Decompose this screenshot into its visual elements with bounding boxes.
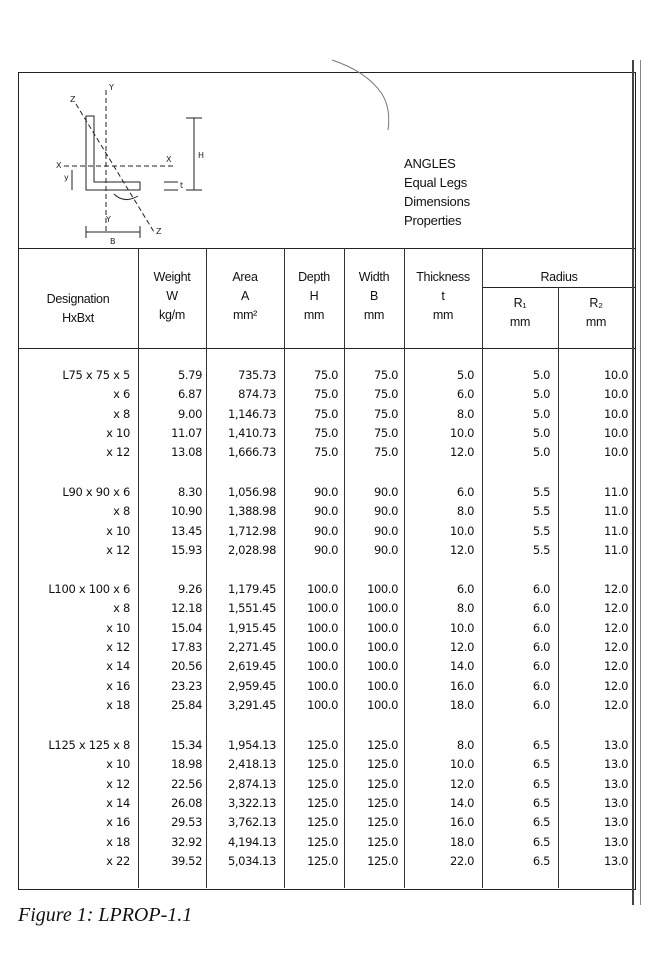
- area-cell: 2,271.45: [227, 639, 276, 654]
- title-line: Properties: [404, 213, 462, 228]
- designation-cell: x 10: [106, 757, 130, 772]
- depth-cell: 90.0: [313, 485, 338, 499]
- weight-cell: 11.07: [171, 425, 202, 440]
- thickness-cell: 12.0: [449, 542, 474, 557]
- title-line: ANGLES: [404, 156, 456, 171]
- r2-cell: 13.0: [603, 757, 628, 772]
- pen-stroke-decoration: [330, 56, 420, 136]
- area-cell: 3,762.13: [227, 815, 276, 830]
- depth-cell: 125.0: [307, 815, 338, 830]
- depth-cell: 90.0: [313, 523, 338, 538]
- area-cell: 2,874.13: [227, 776, 276, 791]
- designation-cell: L125 x 125 x 8: [48, 738, 130, 752]
- thickness-cell: 18.0: [449, 834, 474, 849]
- thickness-cell: 16.0: [449, 678, 474, 693]
- col-rule: [558, 287, 559, 888]
- designation-cell: x 16: [106, 815, 130, 830]
- weight-cell: 20.56: [171, 659, 202, 674]
- diagram-z-bottom: Z: [156, 227, 162, 236]
- area-cell: 735.73: [238, 368, 276, 382]
- designation-cell: x 12: [106, 542, 130, 557]
- diagram-x-left: X: [56, 161, 62, 170]
- width-cell: 90.0: [373, 542, 398, 557]
- r1-cell: 6.0: [532, 639, 550, 654]
- thickness-cell: 10.0: [449, 425, 474, 440]
- weight-cell: 26.08: [171, 795, 202, 810]
- r2-cell: 10.0: [603, 387, 628, 402]
- weight-cell: 18.98: [171, 757, 202, 772]
- header-width: Width B mm: [358, 270, 390, 322]
- depth-cell: 75.0: [313, 368, 338, 382]
- col-rule: [206, 248, 207, 888]
- designation-cell: x 10: [106, 523, 130, 538]
- depth-cell: 100.0: [307, 639, 338, 654]
- header-r1: R₁ mm: [509, 296, 531, 329]
- radius-rule: [482, 287, 636, 288]
- diagram-y-bottom: Y: [106, 215, 111, 224]
- r2-cell: 13.0: [603, 815, 628, 830]
- r1-cell: 6.5: [532, 757, 550, 772]
- r2-cell: 12.0: [603, 620, 628, 635]
- weight-cell: 39.52: [171, 853, 202, 868]
- header-radius: Radius: [540, 270, 578, 284]
- designation-cell: x 16: [106, 678, 130, 693]
- header-thickness: Thickness t mm: [416, 270, 470, 322]
- title-line: Equal Legs: [404, 175, 468, 190]
- weight-cell: 5.79: [177, 368, 202, 382]
- designation-cell: x 12: [106, 776, 130, 791]
- width-cell: 90.0: [373, 485, 398, 499]
- area-cell: 3,322.13: [227, 795, 276, 810]
- depth-cell: 75.0: [313, 425, 338, 440]
- r2-cell: 13.0: [603, 738, 628, 752]
- weight-cell: 13.45: [171, 523, 202, 538]
- diagram-z-top: Z: [70, 95, 76, 104]
- thickness-cell: 5.0: [456, 368, 474, 382]
- width-cell: 100.0: [367, 620, 398, 635]
- r2-cell: 11.0: [603, 523, 628, 538]
- width-cell: 100.0: [367, 659, 398, 674]
- thickness-cell: 10.0: [449, 620, 474, 635]
- weight-cell: 12.18: [171, 601, 202, 616]
- col-rule: [344, 248, 345, 888]
- width-cell: 125.0: [367, 853, 398, 868]
- depth-cell: 100.0: [307, 659, 338, 674]
- diagram-t: t: [180, 181, 184, 190]
- thickness-cell: 10.0: [449, 523, 474, 538]
- diagram-x-right: X: [166, 155, 172, 164]
- r2-cell: 10.0: [603, 406, 628, 421]
- weight-cell: 15.04: [171, 620, 202, 635]
- area-cell: 1,388.98: [227, 504, 276, 519]
- header-bottom-rule: [18, 348, 636, 349]
- weight-cell: 17.83: [171, 639, 202, 654]
- depth-cell: 75.0: [313, 387, 338, 402]
- r1-cell: 6.5: [532, 853, 550, 868]
- designation-cell: L75 x 75 x 5: [62, 368, 130, 382]
- r2-cell: 12.0: [603, 697, 628, 712]
- designation-cell: x 22: [106, 853, 130, 868]
- r2-cell: 11.0: [603, 542, 628, 557]
- width-cell: 75.0: [373, 387, 398, 402]
- width-cell: 75.0: [373, 368, 398, 382]
- thickness-cell: 12.0: [449, 445, 474, 460]
- designation-cell: x 10: [106, 425, 130, 440]
- header-top-rule: [18, 248, 636, 249]
- r2-cell: 12.0: [603, 659, 628, 674]
- depth-cell: 125.0: [307, 853, 338, 868]
- designation-cell: x 12: [106, 445, 130, 460]
- weight-cell: 10.90: [171, 504, 202, 519]
- width-cell: 125.0: [367, 815, 398, 830]
- depth-cell: 90.0: [313, 504, 338, 519]
- width-cell: 125.0: [367, 795, 398, 810]
- depth-cell: 100.0: [307, 601, 338, 616]
- thickness-cell: 8.0: [456, 738, 474, 752]
- depth-cell: 125.0: [307, 795, 338, 810]
- r1-cell: 6.5: [532, 776, 550, 791]
- designation-cell: x 6: [113, 387, 130, 402]
- thickness-cell: 12.0: [449, 776, 474, 791]
- r1-cell: 5.5: [532, 523, 550, 538]
- thickness-cell: 8.0: [456, 504, 474, 519]
- weight-cell: 32.92: [171, 834, 202, 849]
- width-cell: 90.0: [373, 504, 398, 519]
- depth-cell: 125.0: [307, 834, 338, 849]
- r2-cell: 13.0: [603, 853, 628, 868]
- r2-cell: 10.0: [603, 425, 628, 440]
- width-cell: 75.0: [373, 406, 398, 421]
- weight-cell: 23.23: [171, 678, 202, 693]
- depth-cell: 90.0: [313, 542, 338, 557]
- designation-cell: x 14: [106, 659, 130, 674]
- width-cell: 100.0: [367, 639, 398, 654]
- r1-cell: 6.0: [532, 678, 550, 693]
- thickness-cell: 10.0: [449, 757, 474, 772]
- depth-cell: 125.0: [307, 738, 338, 752]
- area-cell: 1,954.13: [227, 738, 276, 752]
- area-cell: 1,666.73: [227, 445, 276, 460]
- width-cell: 100.0: [367, 601, 398, 616]
- width-cell: 75.0: [373, 445, 398, 460]
- width-cell: 125.0: [367, 834, 398, 849]
- diagram-h: H: [198, 151, 205, 160]
- title-block: [404, 154, 470, 230]
- r1-cell: 6.0: [532, 601, 550, 616]
- depth-cell: 125.0: [307, 757, 338, 772]
- area-cell: 1,551.45: [227, 601, 276, 616]
- col-rule: [404, 248, 405, 888]
- r1-cell: 5.0: [532, 445, 550, 460]
- header-weight: Weight W kg/m: [153, 270, 191, 322]
- designation-cell: x 18: [106, 834, 130, 849]
- angle-section-diagram: [54, 82, 244, 252]
- r1-cell: 6.5: [532, 795, 550, 810]
- r2-cell: 11.0: [603, 504, 628, 519]
- r2-cell: 12.0: [603, 678, 628, 693]
- r1-cell: 6.5: [532, 815, 550, 830]
- area-cell: 2,959.45: [227, 678, 276, 693]
- area-cell: 4,194.13: [227, 834, 276, 849]
- width-cell: 125.0: [367, 776, 398, 791]
- page-edge: [632, 60, 638, 905]
- r1-cell: 6.0: [532, 582, 550, 596]
- depth-cell: 100.0: [307, 678, 338, 693]
- area-cell: 1,712.98: [227, 523, 276, 538]
- width-cell: 125.0: [367, 738, 398, 752]
- area-cell: 3,291.45: [227, 697, 276, 712]
- thickness-cell: 8.0: [456, 406, 474, 421]
- header-designation: Designation HxBxt: [46, 292, 110, 325]
- r1-cell: 5.0: [532, 425, 550, 440]
- depth-cell: 125.0: [307, 776, 338, 791]
- r1-cell: 5.5: [532, 542, 550, 557]
- width-cell: 100.0: [367, 697, 398, 712]
- header-depth: Depth H mm: [298, 270, 330, 322]
- thickness-cell: 14.0: [449, 659, 474, 674]
- depth-cell: 100.0: [307, 620, 338, 635]
- r2-cell: 13.0: [603, 795, 628, 810]
- depth-cell: 75.0: [313, 445, 338, 460]
- area-cell: 1,410.73: [227, 425, 276, 440]
- col-rule: [138, 248, 139, 888]
- thickness-cell: 14.0: [449, 795, 474, 810]
- area-cell: 2,619.45: [227, 659, 276, 674]
- r2-cell: 12.0: [603, 582, 628, 596]
- thickness-cell: 6.0: [456, 485, 474, 499]
- thickness-cell: 6.0: [456, 387, 474, 402]
- title-line: Dimensions: [404, 194, 470, 209]
- r2-cell: 13.0: [603, 776, 628, 791]
- depth-cell: 75.0: [313, 406, 338, 421]
- designation-cell: x 12: [106, 639, 130, 654]
- designation-cell: x 14: [106, 795, 130, 810]
- r2-cell: 10.0: [603, 445, 628, 460]
- depth-cell: 100.0: [307, 697, 338, 712]
- depth-cell: 100.0: [307, 582, 338, 596]
- page-edge: [640, 60, 643, 905]
- r2-cell: 10.0: [603, 368, 628, 382]
- diagram-y-top: Y: [109, 83, 114, 92]
- weight-cell: 9.26: [177, 582, 202, 596]
- area-cell: 874.73: [238, 387, 276, 402]
- weight-cell: 25.84: [171, 697, 202, 712]
- header-area: Area A mm²: [232, 270, 258, 322]
- width-cell: 90.0: [373, 523, 398, 538]
- r1-cell: 5.5: [532, 504, 550, 519]
- weight-cell: 13.08: [171, 445, 202, 460]
- diagram-b: B: [110, 237, 116, 246]
- r2-cell: 12.0: [603, 639, 628, 654]
- area-cell: 1,915.45: [227, 620, 276, 635]
- r2-cell: 12.0: [603, 601, 628, 616]
- designation-cell: x 8: [113, 601, 130, 616]
- designation-cell: x 18: [106, 697, 130, 712]
- thickness-cell: 6.0: [456, 582, 474, 596]
- r1-cell: 6.0: [532, 620, 550, 635]
- r1-cell: 6.5: [532, 834, 550, 849]
- r1-cell: 5.0: [532, 387, 550, 402]
- r1-cell: 5.5: [532, 485, 550, 499]
- r2-cell: 13.0: [603, 834, 628, 849]
- width-cell: 100.0: [367, 678, 398, 693]
- thickness-cell: 8.0: [456, 601, 474, 616]
- area-cell: 1,146.73: [227, 406, 276, 421]
- thickness-cell: 22.0: [449, 853, 474, 868]
- weight-cell: 6.87: [177, 387, 202, 402]
- weight-cell: 15.34: [171, 738, 202, 752]
- designation-cell: x 8: [113, 406, 130, 421]
- area-cell: 1,179.45: [227, 582, 276, 596]
- designation-cell: L100 x 100 x 6: [48, 582, 130, 596]
- col-rule: [284, 248, 285, 888]
- diagram-y-left: y: [64, 173, 69, 182]
- r1-cell: 5.0: [532, 406, 550, 421]
- area-cell: 1,056.98: [227, 485, 276, 499]
- thickness-cell: 12.0: [449, 639, 474, 654]
- area-cell: 5,034.13: [227, 853, 276, 868]
- weight-cell: 8.30: [177, 485, 202, 499]
- weight-cell: 9.00: [177, 406, 202, 421]
- r1-cell: 6.0: [532, 697, 550, 712]
- r2-cell: 11.0: [603, 485, 628, 499]
- weight-cell: 15.93: [171, 542, 202, 557]
- area-cell: 2,028.98: [227, 542, 276, 557]
- header-r2: R₂ mm: [585, 296, 607, 329]
- thickness-cell: 16.0: [449, 815, 474, 830]
- weight-cell: 22.56: [171, 776, 202, 791]
- area-cell: 2,418.13: [227, 757, 276, 772]
- thickness-cell: 18.0: [449, 697, 474, 712]
- width-cell: 125.0: [367, 757, 398, 772]
- weight-cell: 29.53: [171, 815, 202, 830]
- figure-caption: Figure 1: LPROP-1.1: [18, 904, 193, 926]
- col-rule: [482, 248, 483, 888]
- r1-cell: 6.5: [532, 738, 550, 752]
- designation-cell: x 8: [113, 504, 130, 519]
- r1-cell: 5.0: [532, 368, 550, 382]
- width-cell: 75.0: [373, 425, 398, 440]
- designation-cell: x 10: [106, 620, 130, 635]
- width-cell: 100.0: [367, 582, 398, 596]
- properties-sheet: [18, 72, 636, 890]
- designation-cell: L90 x 90 x 6: [62, 485, 130, 499]
- r1-cell: 6.0: [532, 659, 550, 674]
